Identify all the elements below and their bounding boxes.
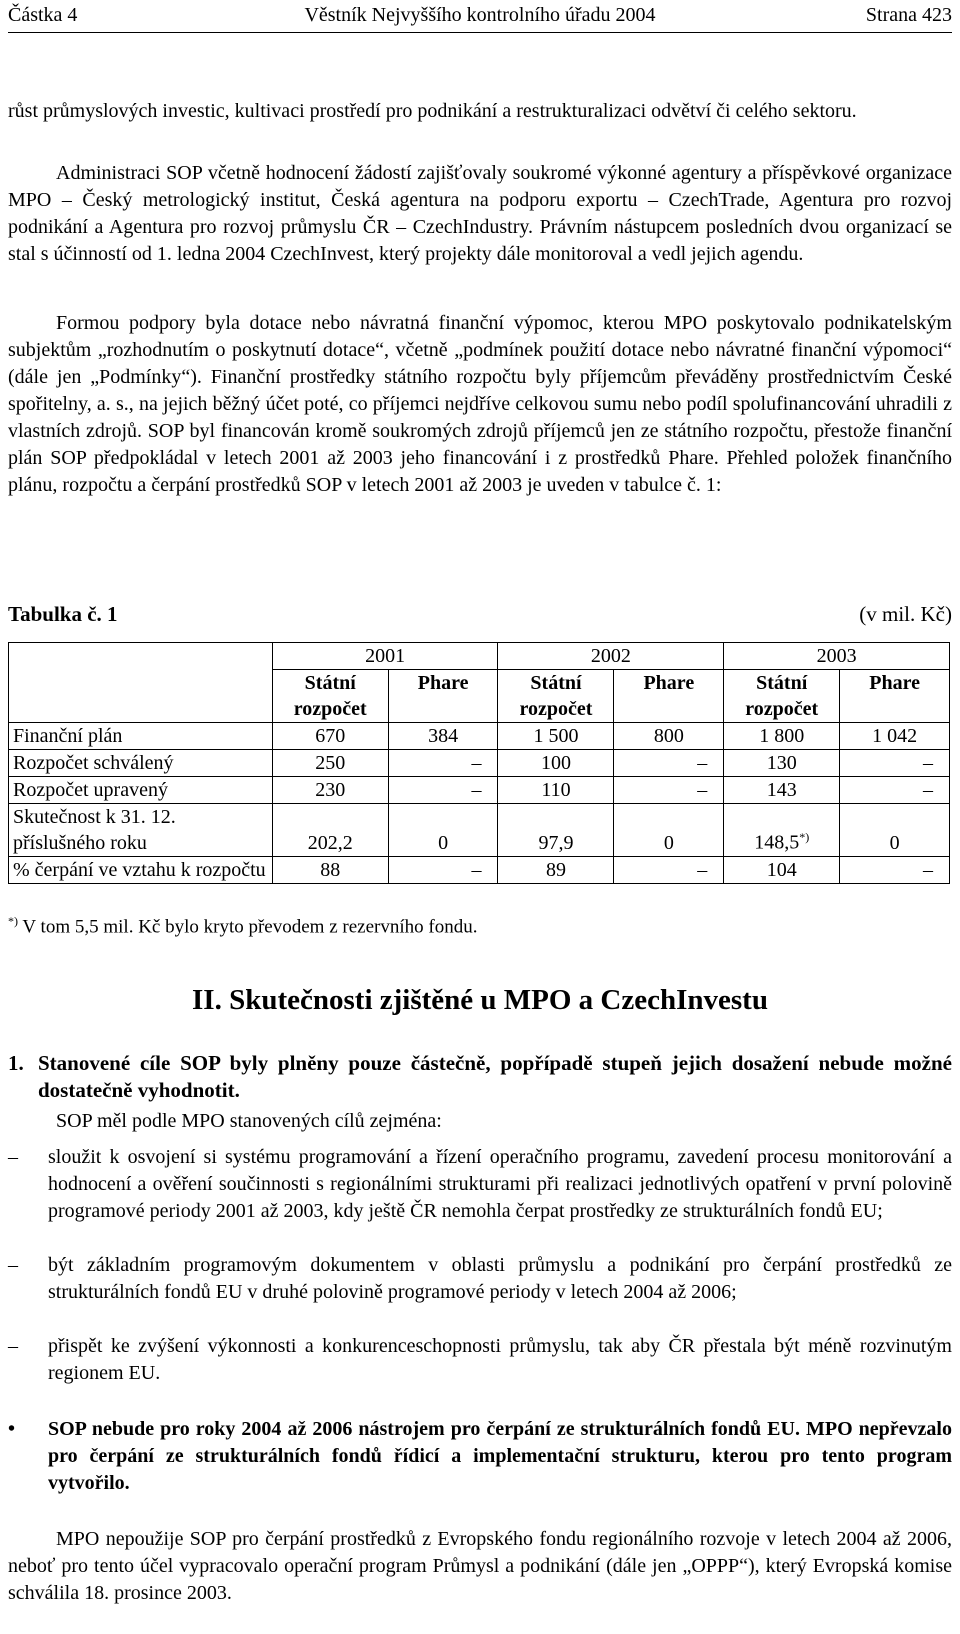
cell-value: 97,9 [538,832,574,854]
cell-value: 250 [315,752,346,774]
table-cell [388,857,498,884]
section-title: II. Skutečnosti zjištěné u MPO a CzechInvestu [192,984,768,1016]
table-row [9,723,950,750]
column-header: Phare [614,670,724,723]
cell-value: 0 [438,832,449,854]
table-cell [388,777,498,804]
table-cell [388,723,498,750]
table-cell [498,723,614,750]
cell-value: 800 [653,725,684,747]
table-cell [724,857,840,884]
table-cell [498,857,614,884]
table-cell [388,750,498,777]
goal-text: být základním programovým dokumentem v oblasti průmyslu a podnikání pro čerpání prostředků ze strukturálních fondů EU v druhé polovině programové periody v letech 2004 až 2006; [48,1254,952,1303]
table-cell [272,777,388,804]
table-cell [840,804,950,857]
table-cell [614,723,724,750]
cell-value: 104 [766,859,797,881]
dash-marker: – [8,1146,18,1168]
row-label: Finanční plán [9,723,273,750]
table-cell [724,750,840,777]
journal-title: Věstník Nejvyššího kontrolního úřadu 2004 [304,4,656,26]
cell-value: 88 [320,859,341,881]
header-rule [8,32,952,33]
bullet-text: SOP nebude pro roky 2004 až 2006 nástrojem pro čerpání ze strukturálních fondů EU. MPO nepřevzalo pro čerpání ze strukturálních fondů řídicí a implementační strukturu, kterou pro tento program vytvořilo. [48,1418,952,1494]
column-header: Státní rozpočet [272,670,388,723]
table-cell [724,804,840,857]
table-cell [840,857,950,884]
table-row [9,777,950,804]
cell-value: – [471,752,482,774]
list-item [8,1333,952,1387]
table-cell [498,750,614,777]
cell-value: 1 042 [872,725,918,747]
table-cell [614,804,724,857]
cell-value: – [697,779,708,801]
paragraph-last: MPO nepoužije SOP pro čerpání prostředků z Evropského fondu regionálního rozvoje v letech 2004 až 2006, neboť pro tento účel vypracovalo operační program Průmysl a podnikání (dále jen „OPPP“), který Evropská komise schválila 18. prosince 2003. [8,1528,952,1604]
cell-value: 670 [315,725,346,747]
page-number: Strana 423 [865,4,952,26]
finding-text: Stanovené cíle SOP byly plněny pouze částečně, popřípadě stupeň jejich dosažení nebude možné dostatečně vyhodnotit. [38,1051,952,1102]
table-body [9,723,950,884]
header-blank-cell [9,643,273,723]
finance-table [8,642,950,884]
cell-value: – [697,752,708,774]
table-row [9,804,950,857]
cell-value: 230 [315,779,346,801]
footnote-mark: *) [8,914,18,928]
cell-value: 202,2 [307,832,353,854]
bullet-marker: • [8,1418,16,1440]
row-label: % čerpání ve vztahu k rozpočtu [9,857,273,884]
table-cell [724,723,840,750]
finding-1 [8,1050,952,1104]
cell-value: 384 [428,725,459,747]
table-cell [614,777,724,804]
page-header [8,4,952,34]
table-cell [840,777,950,804]
table-row [9,750,950,777]
cell-value: – [923,779,933,801]
table-cell [614,857,724,884]
column-header: Státní rozpočet [498,670,614,723]
table-cell [272,750,388,777]
table-cell [388,804,498,857]
cell-value: 1 500 [533,725,579,747]
cell-value: 130 [766,752,797,774]
paragraph-2: Administraci SOP včetně hodnocení žádostí zajišťovaly soukromé výkonné agentury a příspěvkové organizace MPO – Český metrologický institut, Česká agentura na podporu exportu – CzechTrade, Agentura pro rozvoj podnikání a Agentura pro rozvoj průmyslu ČR – CzechIndustry. Právním nástupcem posledních dvou organizací se stal s účinností od 1. ledna 2004 CzechInvest, který projekty dále monitoroval a vedl jejich agendu. [8,162,952,265]
row-label: Rozpočet upravený [9,777,273,804]
paragraph-3: Formou podpory byla dotace nebo návratná finanční výpomoc, kterou MPO poskytovalo podnikatelským subjektům „rozhodnutím o poskytnutí dotace“, včetně „podmínek použití dotace nebo návratné finanční výpomoci“ (dále jen „Podmínky“). Finanční prostředky státního rozpočtu byly příjemcům převáděny prostřednictvím České spořitelny, a. s., na jejich běžný účet poté, co příjemci nejdříve celkovou sumu nebo podíl spolufinancování uhradili z vlastních zdrojů. SOP byl financován kromě soukromých zdrojů příjemců jen ze státního rozpočtu, přestože finanční plán SOP předpokládal v letech 2001 až 2003 jeho financování i z prostředků Phare. Přehled položek finančního plánu, rozpočtu a čerpání prostředků SOP v letech 2001 až 2003 je uveden v tabulce č. 1: [8,312,952,496]
table-cell [840,750,950,777]
table-cell [498,777,614,804]
paragraph-1: růst průmyslových investic, kultivaci prostředí pro podnikání a restrukturalizaci odvětví či celého sektoru. [8,100,857,122]
dash-marker: – [8,1254,18,1276]
year-header: 2001 [272,643,498,670]
cell-value: 89 [545,859,566,881]
cell-value: 100 [540,752,571,774]
goals-intro: SOP měl podle MPO stanovených cílů zejména: [56,1110,442,1132]
table-cell [724,777,840,804]
cell-value: – [923,752,933,774]
row-label: Skutečnost k 31. 12. příslušného roku [9,804,273,857]
cell-value: 143 [766,779,797,801]
row-label: Rozpočet schválený [9,750,273,777]
footnote-text: V tom 5,5 mil. Kč bylo kryto převodem z rezervního fondu. [22,916,478,938]
table-cell [272,804,388,857]
cell-value: 1 800 [759,725,805,747]
year-header: 2002 [498,643,724,670]
list-item [8,1252,952,1306]
list-item [8,1144,952,1225]
cell-value: – [697,859,708,881]
table-cell [498,804,614,857]
goal-text: sloužit k osvojení si systému programování a řízení operačního programu, zavedení procesu monitorování a hodnocení a ověření součinnosti s regionálními strukturami při realizaci jednotlivých opatření v první polovině programové periody 2001 až 2003, kdy ještě ČR nemohla čerpat prostředky ze strukturálních fondů EU; [48,1146,952,1222]
column-header: Státní rozpočet [724,670,840,723]
table-cell [272,857,388,884]
cell-value: 0 [889,832,900,854]
issue-number: Částka 4 [8,4,78,26]
table-footnote [8,914,477,938]
cell-value: – [923,859,933,881]
cell-value: 148,5 [754,832,800,854]
column-header: Phare [388,670,498,723]
cell-value: – [471,779,482,801]
dash-marker: – [8,1335,18,1357]
cell-value: – [471,859,482,881]
table-caption: Tabulka č. 1 [8,602,118,626]
bullet-item [8,1416,952,1497]
goal-text: přispět ke zvýšení výkonnosti a konkurenceschopnosti průmyslu, tak aby ČR přestala být méně rozvinutým regionem EU. [48,1335,952,1384]
table-cell [614,750,724,777]
footnote-ref: *) [799,830,810,845]
cell-value: 0 [663,832,674,854]
table-header-years [9,643,950,670]
table-cell [840,723,950,750]
finding-number: 1. [8,1051,24,1075]
table-units: (v mil. Kč) [859,602,952,626]
year-header: 2003 [724,643,950,670]
table-cell [272,723,388,750]
table-row [9,857,950,884]
cell-value: 110 [541,779,571,801]
column-header: Phare [840,670,950,723]
